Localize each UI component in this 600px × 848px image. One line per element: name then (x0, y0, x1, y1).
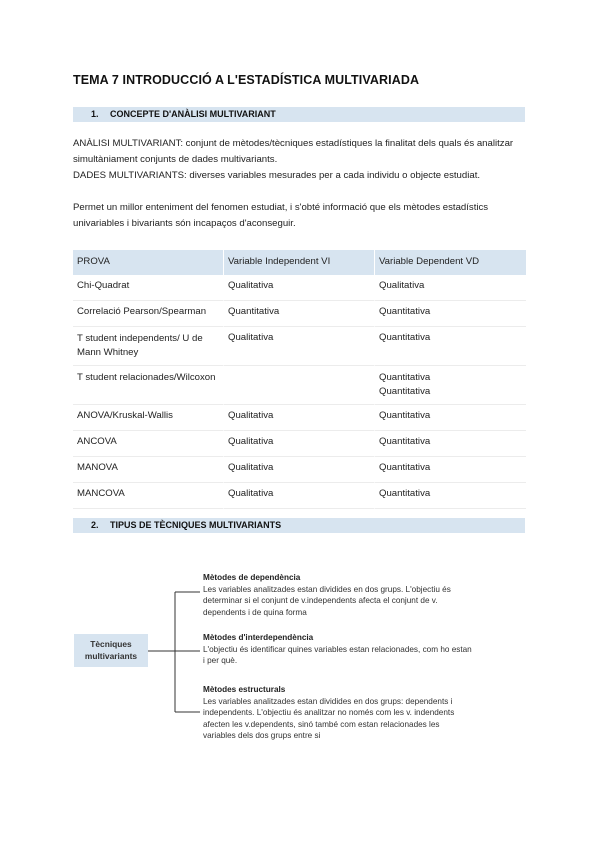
intro-paragraph (73, 200, 528, 232)
cell-prova: ANCOVA (73, 431, 224, 457)
definitions-block (73, 136, 528, 184)
cell-prova: Chi-Quadrat (73, 275, 224, 301)
branch-title: Mètodes estructurals (203, 685, 286, 694)
table-row (73, 327, 526, 366)
techniques-diagram (0, 560, 600, 760)
section-label: CONCEPTE D'ANÀLISI MULTIVARIANT (110, 109, 276, 119)
definition-analisi: ANÀLISI MULTIVARIANT: conjunt de mètodes/tècniques estadístiques la finalitat dels quals és analitzar simultàniament conjunts de dades multivariants. (73, 138, 514, 165)
cell-vd-line-2: Quantitativa (379, 386, 431, 397)
cell-vd: Qualitativa (375, 275, 526, 301)
cell-vd: Quantitativa (375, 431, 526, 457)
table-row (73, 366, 526, 405)
cell-prova: ANOVA/Kruskal-Wallis (73, 405, 224, 431)
branch-dependencia (203, 572, 473, 618)
cell-vi: Qualitativa (224, 327, 375, 366)
header-prova: PROVA (73, 250, 224, 275)
header-vi: Variable Independent VI (224, 250, 375, 275)
paragraph-text: Permet un millor enteniment del fenomen estudiat, i s'obté informació que els mètodes estadístics univariables i bivariants són incapaços d'aconseguir. (73, 202, 489, 229)
cell-prova-text: T student relacionades/Wilcoxon (77, 372, 216, 383)
branch-text: Les variables analitzades estan dividides en dos grups: dependents i independents. L'objectiu és analitzar no només com les v. indendents afecten les v.dependents, sinó també com estan relacionades les variables dels dos grups entre si (203, 696, 455, 740)
table-row (73, 301, 526, 327)
branch-text: L'objectiu és identificar quines variables estan relacionades, com ho estan i per què. (203, 644, 472, 665)
cell-vd: Quantitativa (375, 457, 526, 483)
cell-prova: Correlació Pearson/Spearman (73, 301, 224, 327)
section-number: 2. (91, 520, 99, 530)
branch-title: Mètodes d'interdependència (203, 633, 314, 642)
cell-vd: Quantitativa (375, 327, 526, 366)
cell-prova (73, 366, 224, 405)
cell-vi: Qualitativa (224, 483, 375, 509)
table-row (73, 275, 526, 301)
table-row (73, 457, 526, 483)
header-vd: Variable Dependent VD (375, 250, 526, 275)
table-row (73, 431, 526, 457)
page-title: TEMA 7 INTRODUCCIÓ A L'ESTADÍSTICA MULTIVARIADA (73, 73, 420, 87)
cell-vd: Quantitativa (375, 483, 526, 509)
branch-text: Les variables analitzades estan dividides en dos grups. L'objectiu és determinar si el conjunt de v.independents afecta el conjunt de v. dependents i de quina forma (203, 584, 451, 617)
cell-prova-text: T student independents/ U de Mann Whitney (77, 333, 203, 358)
cell-vd: Quantitativa (375, 405, 526, 431)
cell-prova: MANCOVA (73, 483, 224, 509)
root-node: Tècniques multivariants (74, 634, 148, 667)
table-row (73, 483, 526, 509)
branch-interdependencia (203, 632, 473, 667)
cell-prova (73, 327, 224, 366)
branch-title: Mètodes de dependència (203, 573, 301, 582)
table-header-row (73, 250, 526, 275)
section-label: TIPUS DE TÈCNIQUES MULTIVARIANTS (110, 520, 282, 530)
section-heading-2 (73, 518, 525, 533)
cell-vi: Qualitativa (224, 275, 375, 301)
cell-vi (224, 366, 375, 405)
branch-estructurals (203, 684, 473, 742)
cell-vi: Qualitativa (224, 431, 375, 457)
section-number: 1. (91, 109, 99, 119)
tests-table (73, 250, 526, 509)
cell-vd: Quantitativa (375, 301, 526, 327)
cell-vd (375, 366, 526, 405)
cell-vi: Qualitativa (224, 457, 375, 483)
section-heading-1 (73, 107, 525, 122)
definition-dades: DADES MULTIVARIANTS: diverses variables mesurades per a cada individu o objecte estudiat. (73, 170, 481, 181)
cell-vd-line-1: Quantitativa (379, 372, 431, 383)
cell-vi: Quantitativa (224, 301, 375, 327)
cell-prova: MANOVA (73, 457, 224, 483)
cell-vi: Qualitativa (224, 405, 375, 431)
table-row (73, 405, 526, 431)
